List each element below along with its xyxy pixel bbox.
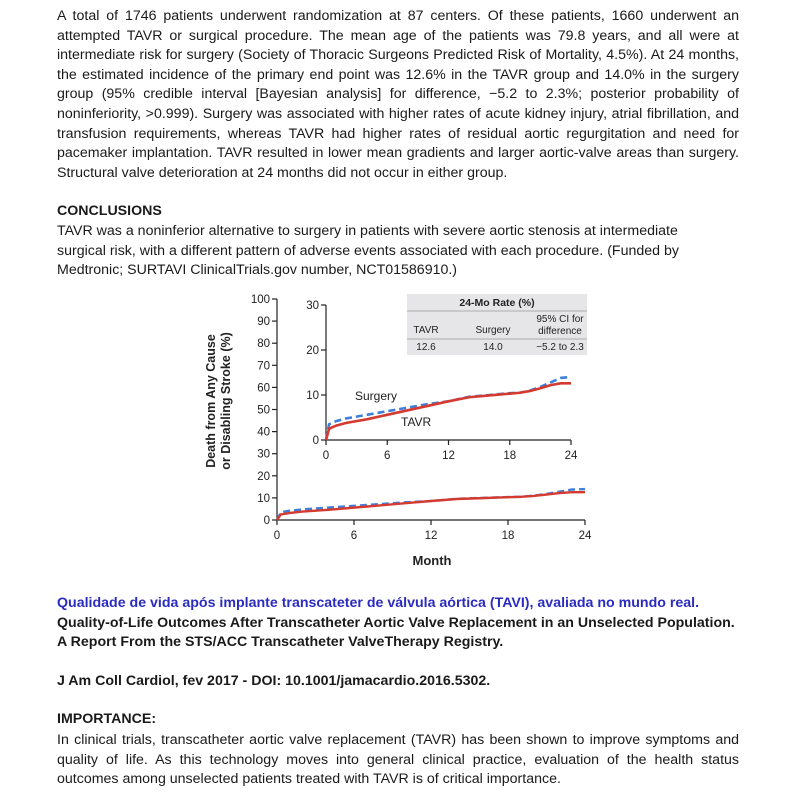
main-y-tick-label: 50 xyxy=(257,404,270,417)
article-title-en-line1: Quality-of-Life Outcomes After Transcatheter Aortic Valve Replacement in an Unselected Population. xyxy=(57,615,735,631)
inset-series-surgery-line xyxy=(326,377,571,440)
main-series-surgery-line xyxy=(277,489,585,520)
col-ci-line2: difference xyxy=(538,326,582,337)
x-axis-label: Month xyxy=(412,553,452,568)
main-x-tick-label: 12 xyxy=(424,530,438,542)
y-axis-label-line1: Death from Any Cause xyxy=(204,334,218,468)
main-y-tick-label: 20 xyxy=(257,470,270,483)
col-surgery: Surgery xyxy=(475,325,511,336)
km-chart xyxy=(195,287,595,572)
importance-heading: IMPORTANCE: xyxy=(57,711,157,727)
main-x-tick-label: 0 xyxy=(273,530,281,542)
col-tavr: TAVR xyxy=(413,325,439,336)
inset-tavr-label: TAVR xyxy=(401,415,432,429)
results-paragraph: A total of 1746 patients underwent randomization at 87 centers. Of these patients, 1660 underwent an attempted TAVR or surgical procedure. The mean age of the patients was 79.8 years, and all were at intermediate risk for surgery (Society of Thoracic Surgeons Predicted Risk of Mortality, 4.5%). At 24 months, the estimated incidence of the primary end point was 12.6% in the TAVR group and 14.0% in the surgery group (95% credible interval [Bayesian analysis] for difference, −5.2 to 2.3%; posterior probability of noninferiority, >0.999). Surgery was associated with higher rates of acute kidney injury, atrial fibrillation, and transfusion requirements, whereas TAVR had higher rates of residual aortic regurgitation and need for pacemaker implantation. TAVR resulted in lower mean gradients and larger aortic-valve areas than surgery. Structural valve deterioration at 24 months did not occur in either group. xyxy=(57,8,739,181)
main-y-tick-label: 90 xyxy=(257,316,270,329)
main-series-tavr-line xyxy=(277,492,585,520)
val-ci: −5.2 to 2.3 xyxy=(536,342,584,353)
y-axis-label-line2: or Disabling Stroke (%) xyxy=(219,332,233,470)
main-y-tick-label: 0 xyxy=(263,515,270,527)
val-surgery: 14.0 xyxy=(483,342,503,353)
inset-y-tick-label: 20 xyxy=(306,345,319,357)
main-y-tick-label: 40 xyxy=(257,426,270,439)
main-x-tick-label: 24 xyxy=(578,530,592,542)
article-title-en-line2: A Report From the STS/ACC Transcatheter ValveTherapy Registry. xyxy=(57,634,504,650)
col-ci-line1: 95% CI for xyxy=(536,314,584,325)
main-y-tick-label: 30 xyxy=(257,448,270,461)
inset-x-tick-label: 0 xyxy=(322,450,330,462)
conclusions-paragraph: TAVR was a noninferior alternative to surgery in patients with severe aortic stenosis at intermediate surgical risk, with a different pattern of adverse events associated with each procedure. (Funded by Medtronic; SURTAVI ClinicalTrials.gov number, NCT01586910.) xyxy=(57,223,679,279)
main-x-tick-label: 6 xyxy=(350,530,358,542)
main-x-tick-label: 18 xyxy=(501,530,515,542)
main-y-tick-label: 60 xyxy=(257,382,270,395)
citation: J Am Coll Cardiol, fev 2017 - DOI: 10.1001/jamacardio.2016.5302. xyxy=(57,673,491,689)
main-y-tick-label: 80 xyxy=(257,338,270,351)
main-y-tick-label: 100 xyxy=(250,294,270,306)
rate-table xyxy=(407,294,587,355)
article-title-pt: Qualidade de vida após implante transcateter de válvula aórtica (TAVI), avaliada no mundo real. xyxy=(57,595,700,611)
inset-surgery-label: Surgery xyxy=(355,389,398,403)
main-y-tick-label: 70 xyxy=(257,360,270,373)
rate-table-header: 24-Mo Rate (%) xyxy=(459,297,535,309)
inset-x-tick-label: 24 xyxy=(564,450,578,462)
importance-paragraph: In clinical trials, transcatheter aortic valve replacement (TAVR) has been shown to improve symptoms and quality of life. As this technology moves into general clinical practice, evaluation of the health status outcomes among unselected patients treated with TAVR is of critical importance. xyxy=(57,732,739,788)
inset-y-tick-label: 30 xyxy=(306,300,319,312)
val-tavr: 12.6 xyxy=(416,342,436,353)
inset-x-tick-label: 6 xyxy=(384,450,391,462)
inset-y-tick-label: 10 xyxy=(306,390,319,402)
main-y-tick-label: 10 xyxy=(257,492,270,505)
inset-x-tick-label: 18 xyxy=(503,450,517,462)
inset-x-tick-label: 12 xyxy=(442,450,455,462)
main-series xyxy=(277,489,585,520)
inset-y-tick-label: 0 xyxy=(312,435,319,447)
inset-series xyxy=(326,377,571,440)
conclusions-heading: CONCLUSIONS xyxy=(57,203,162,219)
